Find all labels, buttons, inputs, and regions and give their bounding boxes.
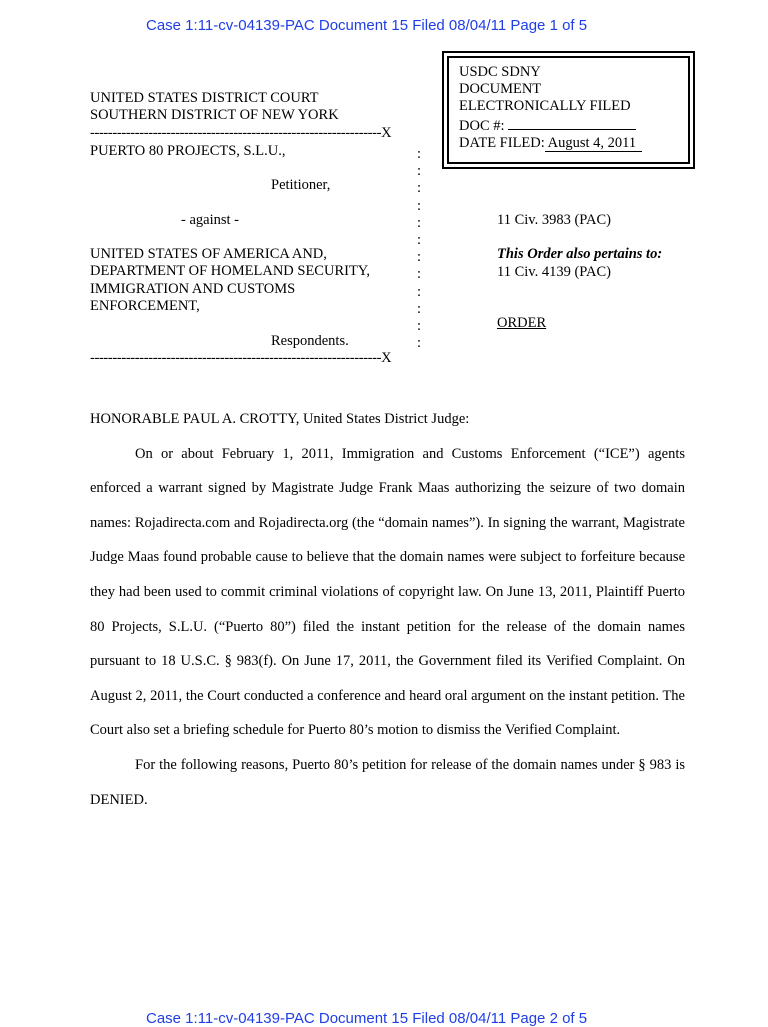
- stamp-line-3: ELECTRONICALLY FILED: [459, 98, 631, 115]
- stamp-date-label: DATE FILED:: [459, 134, 545, 151]
- respondent-line-1: UNITED STATES OF AMERICA AND,: [90, 246, 327, 262]
- caption-rule-top: -----------------------------------------------------------------X: [90, 125, 392, 141]
- ecf-header-next-page: Case 1:11-cv-04139-PAC Document 15 Filed 08/04/11 Page 2 of 5: [146, 1010, 588, 1027]
- respondent-line-3: IMMIGRATION AND CUSTOMS: [90, 281, 296, 297]
- respondent-line-2: DEPARTMENT OF HOMELAND SECURITY,: [90, 263, 371, 279]
- stamp-line-1: USDC SDNY: [459, 64, 541, 80]
- filing-stamp: [442, 51, 695, 169]
- stamp-doc-blank: [508, 116, 636, 130]
- judge-line: HONORABLE PAUL A. CROTTY, United States District Judge:: [90, 411, 470, 427]
- petitioner-name: PUERTO 80 PROJECTS, S.L.U.,: [90, 143, 286, 159]
- paragraph-2: For the following reasons, Puerto 80’s petition for release of the domain names under § 983 is DENIED.: [90, 756, 685, 808]
- caption-colon-column: : : : : : : : : : : : :: [417, 146, 422, 352]
- stamp-date-row: [459, 135, 688, 152]
- respondents-role: Respondents.: [271, 333, 349, 349]
- pertains-label: This Order also pertains to:: [497, 246, 663, 262]
- filing-stamp-inner: [447, 56, 690, 164]
- ecf-header-top: Case 1:11-cv-04139-PAC Document 15 Filed 08/04/11 Page 1 of 5: [146, 17, 588, 34]
- stamp-line-2: DOCUMENT: [459, 81, 542, 98]
- stamp-doc-row: [459, 116, 688, 135]
- court-name-line-2: SOUTHERN DISTRICT OF NEW YORK: [90, 107, 339, 123]
- order-title: ORDER: [497, 315, 547, 331]
- stamp-doc-label: DOC #:: [459, 117, 505, 134]
- caption-rule-bottom: -----------------------------------------------------------------X: [90, 350, 392, 366]
- case-number: 11 Civ. 3983 (PAC): [497, 212, 612, 228]
- pertains-case-number: 11 Civ. 4139 (PAC): [497, 264, 612, 280]
- order-body: [90, 402, 685, 817]
- against-label: - against -: [181, 212, 239, 228]
- court-name-line-1: UNITED STATES DISTRICT COURT: [90, 90, 319, 106]
- stamp-date-value: August 4, 2011: [545, 135, 642, 152]
- paragraph-1: On or about February 1, 2011, Immigration and Customs Enforcement (“ICE”) agents enforced a warrant signed by Magistrate Judge Frank Maas authorizing the seizure of two domain names: Rojadirecta.com and Rojadirecta.org (the “domain names”). In signing the warrant, Magistrate Judge Maas found probable cause to believe that the domain names were subject to forfeiture because they had been used to commit criminal violations of copyright law. On June 13, 2011, Plaintiff Puerto 80 Projects, S.L.U. (“Puerto 80”) filed the instant petition for the release of the domain names pursuant to 18 U.S.C. § 983(f). On June 17, 2011, the Government filed its Verified Complaint. On August 2, 2011, the Court conducted a conference and heard oral argument on the instant petition. The Court also set a briefing schedule for Puerto 80’s motion to dismiss the Verified Complaint.: [90, 445, 685, 739]
- respondent-line-4: ENFORCEMENT,: [90, 298, 200, 314]
- petitioner-role: Petitioner,: [271, 177, 331, 193]
